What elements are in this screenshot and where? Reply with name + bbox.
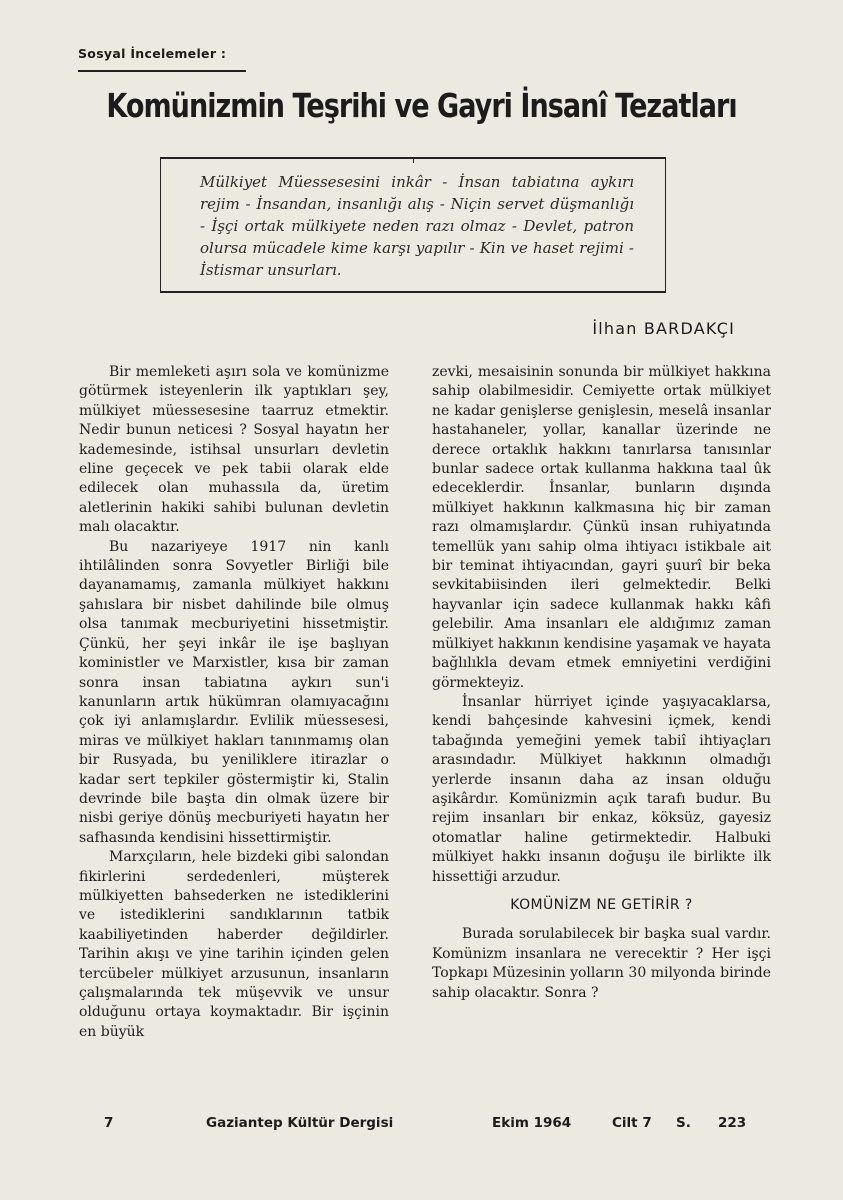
paragraph: Bu nazariyeye 1917 nin kanlı ihtilâlinden sonra Sovyetler Birliği bile dayanamamış, zamanla mülkiyet hakkını şahıslara bir nisbet dahilinde bile olmuş olsa tanımak mecburiyetini hissetmiştir. Çünkü, her şeyi inkâr ile işe başlıyan koministler ve Marxistler, kısa bir zaman sonra insan tabiatına aykırı sun'i kanunların artık hükümran olamıyacağını çok iyi anlamışlardır. Evlilik müessesesi, miras ve mülkiyet hakları tanınmamış olan bir Rusyada, bu yeniliklere itirazlar o kadar sert tepkiler göstermiştir ki, Stalin devrinde bile başta din olmak üzere bir nisbi geriye dönüş mecburiyeti hayatın her safhasında kendisini hissettirmiştir. [79,538,389,846]
right-column [432,363,771,1003]
left-column [79,363,389,1042]
paragraph: Bir memleketi aşırı sola ve komünizme götürmek isteyenlerin ilk yaptıkları şey, mülkiyet müessesesine taarruz etmektir. Nedir bunun neticesi ? Sosyal hayatın her kademesinde, istihsal unsurları devletin eline geçecek ve pek tabii olarak elde edilecek olan muhassıla da, üretim aletlerinin hakiki sahibi bulunan devletin malı olacaktır. [79,364,389,536]
box-right-rule [665,159,666,291]
section-rule [78,70,246,72]
section-label: Sosyal İncelemeler : [78,46,227,61]
author-name: İlhan BARDAKÇI [592,319,735,338]
footer-page-number: 7 [104,1115,114,1131]
footer-issue-label: S. [676,1115,691,1131]
subheading: KOMÜNİZM NE GETİRİR ? [510,896,693,913]
paragraph: zevki, mesaisinin sonunda bir mülkiyet hakkına sahip olabilmesidir. Cemiyette ortak mülkiyet ne kadar genişlerse genişlesin, meselâ insanlar hastahaneler, yollar, kanallar üzerinde ne derece ortaklık hakkını tanırlarsa tanısınlar bunlar sadece ortak kullanma hakkına taal ûk edeceklerdir. İnsanlar, bunların dışında mülkiyet hakkının kalkmasına hiç bir zaman razı olmamışlardır. Çünkü insan ruhiyatında temellük yanı sahip olma ihtiyacı istikbale ait bir teminat ihtiyacından, gayri şuurî bir beka sevkitabiisinden ileri gelmektedir. Belki hayvanlar için sadece kullanmak hakkı kâfi gelebilir. Ama insanları ele aldığımız zaman mülkiyet hakkının kendisine yaşamak ve hayata bağlılıkla devam etmek emniyetini verdiğini görmekteyiz. [432,364,771,691]
summary-box [160,157,666,293]
box-left-rule [160,159,161,291]
footer-issue-number: 223 [718,1115,747,1131]
footer-volume: Cilt 7 [612,1115,652,1131]
footer-journal-name: Gaziantep Kültür Dergisi [206,1115,394,1131]
summary-text: Mülkiyet Müessesesini inkâr - İnsan tabiatına aykırı rejim - İnsandan, insanlığı alış - Niçin servet düşmanlığı - İşçi ortak mülkiyete neden razı olmaz - Devlet, patron olursa mücadele kime karşı yapılır - Kin ve haset rejimi - İstismar unsurları. [200,173,634,279]
paragraph: Burada sorulabilecek bir başka sual vardır. Komünizm insanlara ne verecektir ? Her işçi Topkapı Müzesinin yolların 30 milyonda birinde sahip olacaktır. Sonra ? [432,926,771,1001]
article-title: Komünizmin Teşrihi ve Gayri İnsanî Tezatları [106,86,737,125]
footer-date: Ekim 1964 [492,1115,572,1131]
paragraph: İnsanlar hürriyet içinde yaşıyacaklarsa, kendi bahçesinde kahvesini içmek, kendi tabağında yemeğini yemek tabiî ihtiyaçları arasındadır. Mülkiyet hakkının olmadığı yerlerde insanın daha az insan olduğu aşikârdır. Komünizmin açık tarafı budur. Bu rejim insanları bir enkaz, köksüz, gayesiz otomatlar haline getirmektedir. Halbuki mülkiyet hakkı insanın doğuşu ile birlikte ilk hissettiği arzudur. [432,693,771,885]
paragraph: Marxçıların, hele bizdeki gibi salondan fikirlerini serdedenleri, müşterek mülkiyetten bahsederken ne istediklerini ve istediklerini sandıklarının tatbik kaabiliyetinden haberder değildirler. Tarihin akışı ve yine tarihin içinden gelen tercübeler mülkiyet arzusunun, insanların çalışmalarında tek müşevvik ve unsur olduğunu ortaya koymaktadır. Bir işçinin en büyük [79,849,389,1040]
box-center-tick [413,157,414,163]
